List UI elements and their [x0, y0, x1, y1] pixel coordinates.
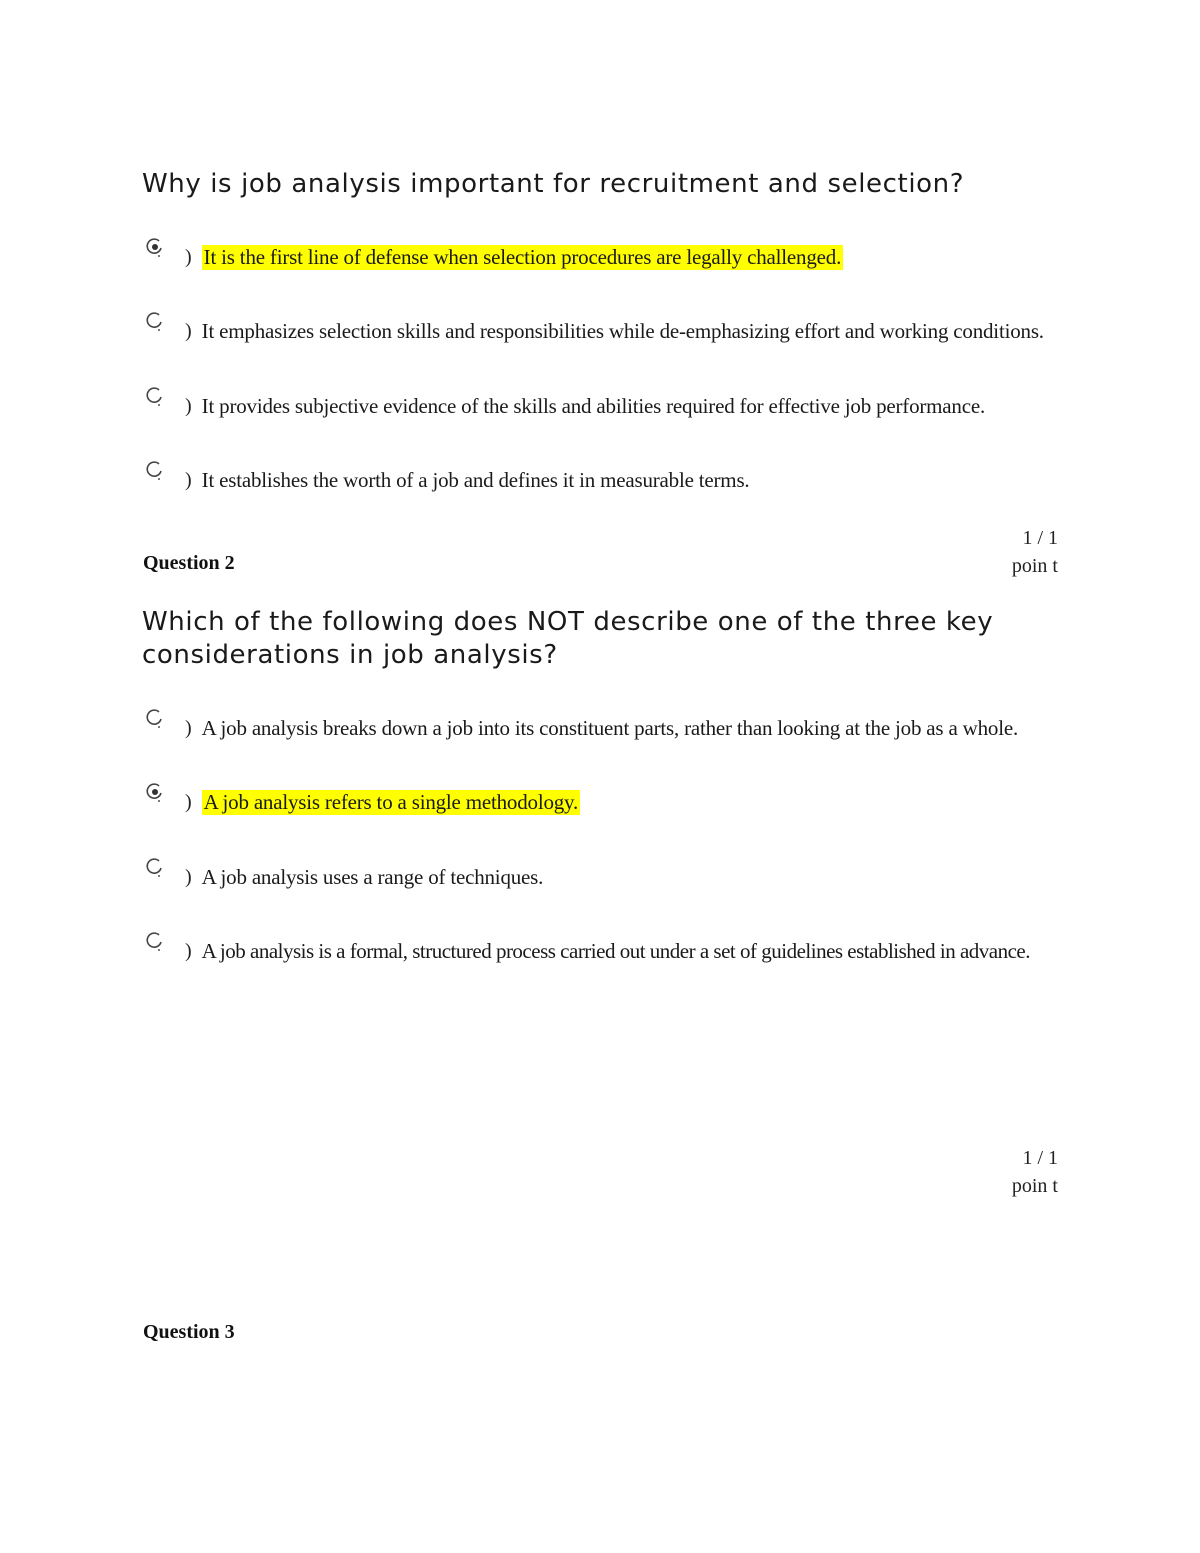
option-paren: ) — [185, 394, 192, 417]
radio-icon[interactable] — [145, 391, 167, 421]
option-text[interactable]: A job analysis breaks down a job into its constituent parts, rather than looking at the job as a whole. — [201, 715, 1018, 740]
q1-option-3[interactable] — [145, 389, 985, 423]
question-3-label: Question 3 — [143, 1321, 235, 1343]
question-2-text-line2: considerations in job analysis? — [142, 640, 558, 670]
radio-icon[interactable] — [145, 713, 167, 743]
option-paren: ) — [185, 245, 192, 268]
option-paren: ) — [185, 865, 192, 888]
radio-selected-icon[interactable] — [145, 787, 167, 817]
q2-option-3[interactable] — [145, 860, 543, 894]
option-text[interactable]: It emphasizes selection skills and responsibilities while de-emphasizing effort and working conditions. — [201, 318, 1044, 343]
option-text[interactable]: It is the first line of defense when selection procedures are legally challenged. — [203, 244, 842, 269]
question-3-points: 1 / 1 poin t — [1011, 1147, 1058, 1197]
option-paren: ) — [185, 468, 192, 491]
q1-option-2[interactable] — [145, 314, 1044, 348]
option-paren: ) — [185, 939, 192, 962]
option-paren: ) — [185, 319, 192, 342]
option-paren: ) — [185, 716, 192, 739]
option-text[interactable]: It provides subjective evidence of the skills and abilities required for effective job performance. — [201, 393, 986, 418]
q2-option-2[interactable] — [145, 785, 580, 819]
q1-option-1[interactable] — [145, 240, 843, 274]
q2-option-4[interactable] — [145, 934, 1030, 968]
option-text[interactable]: A job analysis uses a range of techniques. — [201, 864, 544, 889]
option-text[interactable]: A job analysis is a formal, structured process carried out under a set of guidelines established in advance. — [201, 938, 1030, 963]
radio-icon[interactable] — [145, 316, 167, 346]
q2-option-1[interactable] — [145, 711, 1018, 745]
question-2-label: Question 2 — [143, 552, 235, 574]
q1-option-4[interactable] — [145, 463, 749, 497]
question-1-text: Why is job analysis important for recruitment and selection? — [142, 169, 965, 199]
option-text[interactable]: It establishes the worth of a job and defines it in measurable terms. — [201, 467, 750, 492]
question-2-points: 1 / 1 poin t — [1011, 527, 1058, 577]
option-text[interactable]: A job analysis refers to a single methodology. — [203, 789, 579, 814]
radio-selected-icon[interactable] — [145, 242, 167, 272]
radio-icon[interactable] — [145, 936, 167, 966]
radio-icon[interactable] — [145, 862, 167, 892]
radio-icon[interactable] — [145, 465, 167, 495]
option-paren: ) — [185, 790, 192, 813]
question-2-text-line1: Which of the following does NOT describe one of the three key — [142, 607, 994, 637]
